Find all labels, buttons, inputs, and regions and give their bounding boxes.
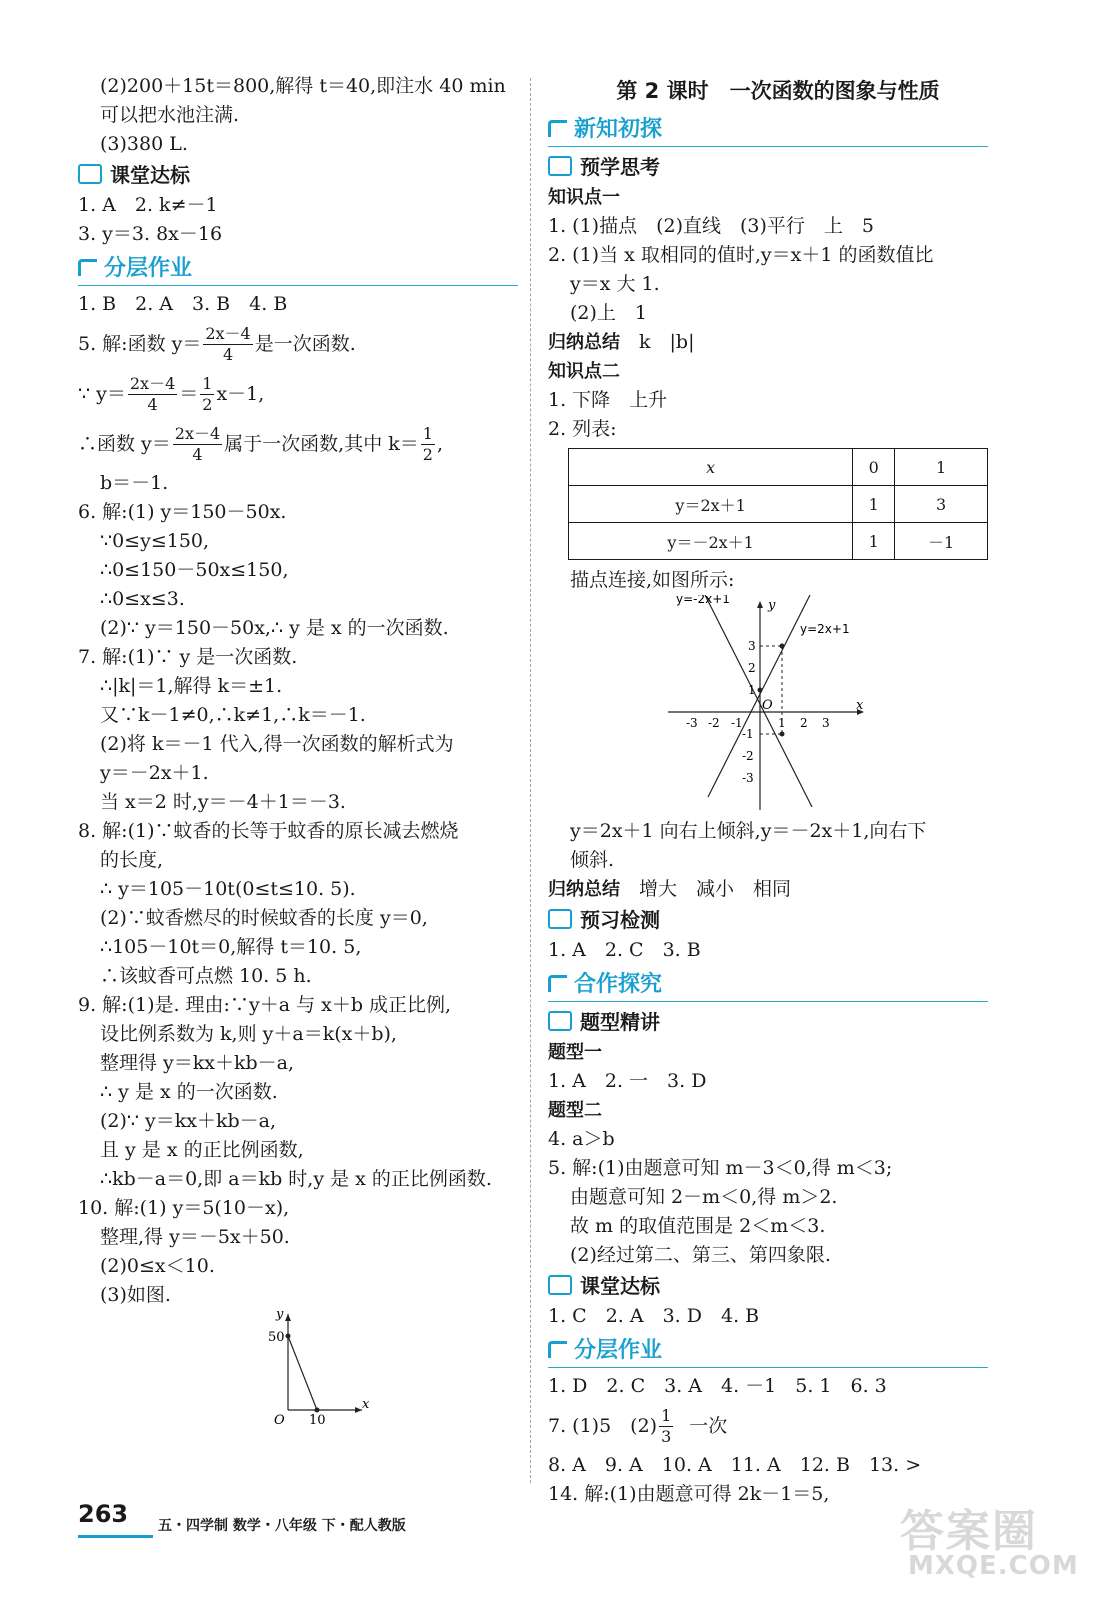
section-fenceng-zuoye — [548, 1333, 988, 1368]
text: 7. (1)5 (2) — [548, 1415, 658, 1437]
subsection-tixing-jingjiang — [548, 1006, 988, 1038]
text-line: 14. 解:(1)由题意可得 2k－1＝5, — [548, 1483, 830, 1505]
column-divider — [530, 78, 531, 1483]
summary-line — [548, 328, 988, 357]
answer-line: 1. A 2. k≠－1 — [78, 194, 218, 216]
text-line: 的长度, — [100, 849, 164, 871]
answer-line-fraction — [548, 1401, 988, 1451]
denominator: 2 — [202, 394, 213, 414]
section-label: 合作探究 — [574, 972, 663, 997]
text-line: 2. 列表: — [548, 418, 617, 440]
x-tick-label: -1 — [731, 716, 743, 730]
text-line: 5. 解:(1)由题意可知 m－3＜0,得 m＜3; — [548, 1157, 893, 1179]
corner-arrow-icon — [78, 259, 97, 276]
q5-line-2 — [78, 369, 518, 419]
lesson-title: 第 2 课时 一次函数的图象与性质 — [616, 79, 940, 103]
answer-line: 3. y＝3. 8x－16 — [78, 223, 223, 245]
x-tick-label: 3 — [822, 716, 830, 730]
numerator: 2x－4 — [205, 323, 251, 343]
text-line: 1. (1)描点 (2)直线 (3)平行 上 5 — [548, 215, 874, 237]
text-line: y＝－2x＋1. — [100, 762, 209, 784]
watermark-url: MXQE.COM — [908, 1551, 1079, 1581]
page-number: 263 — [78, 1500, 129, 1528]
text-line: (3)如图. — [100, 1284, 171, 1306]
text-line: ∴105－10t＝0,解得 t＝10. 5, — [100, 936, 362, 958]
text-line: y＝2x＋1 向右上倾斜,y＝－2x＋1,向右下 — [570, 820, 927, 842]
person-icon — [548, 156, 572, 176]
q5-line-1 — [78, 319, 518, 369]
text-line: y＝x 大 1. — [570, 273, 660, 295]
text: ＝ — [179, 383, 199, 405]
fraction — [659, 1406, 673, 1447]
subsection-label: 预学思考 — [580, 155, 660, 179]
line-y-neg-2x-plus-1 — [705, 595, 812, 807]
answer-line: 8. A 9. A 10. A 11. A 12. B 13. > — [548, 1454, 922, 1476]
text-line: ∴kb－a＝0,即 a＝kb 时,y 是 x 的正比例函数. — [100, 1168, 492, 1190]
point-0-1 — [758, 688, 763, 693]
section-label: 课堂达标 — [110, 163, 190, 187]
text-line: 9. 解:(1)是. 理由:∵y＋a 与 x＋b 成正比例, — [78, 994, 452, 1016]
x-tick-label: 2 — [800, 716, 808, 730]
answer-line: 1. A 2. 一 3. D — [548, 1070, 707, 1092]
point-x-intercept — [315, 1408, 320, 1413]
fraction — [203, 324, 252, 365]
line-label-neg: y=-2x+1 — [676, 595, 730, 606]
denominator: 2 — [422, 444, 433, 464]
watermark — [880, 1495, 1080, 1590]
y-tick-label: -1 — [742, 727, 754, 741]
book-series: 五・四学制 数学・八年级 下・配人教版 — [158, 1518, 406, 1534]
denominator: 4 — [147, 394, 158, 414]
text-line: 故 m 的取值范围是 2＜m＜3. — [570, 1215, 826, 1237]
corner-arrow-icon — [548, 1341, 567, 1358]
y-tick-label: -3 — [742, 771, 754, 785]
text-line: b＝－1. — [100, 472, 169, 494]
table-cell: y＝2x＋1 — [569, 486, 853, 523]
text-line: (2)∵ y＝kx＋kb－a, — [100, 1110, 277, 1132]
point-y-intercept — [286, 1334, 291, 1339]
section-label: 分层作业 — [574, 1338, 663, 1363]
numerator: 2x－4 — [129, 373, 176, 393]
table-cell: 3 — [895, 486, 988, 523]
section-fenceng-zuoye — [78, 251, 518, 286]
table-cell: 0 — [853, 449, 895, 486]
x-tick-label: -2 — [708, 716, 720, 730]
denominator: 4 — [222, 344, 234, 364]
answer-line: 1. C 2. A 3. D 4. B — [548, 1305, 760, 1327]
text-line: 整理,得 y＝－5x＋50. — [100, 1226, 290, 1248]
heading: 题型二 — [548, 1100, 602, 1121]
text-line: 1. 下降 上升 — [548, 389, 668, 411]
denominator: 4 — [192, 444, 203, 464]
text-line: 整理得 y＝kx＋kb－a, — [100, 1052, 295, 1074]
heading: 知识点一 — [548, 187, 620, 208]
table-cell: x — [569, 449, 853, 486]
page-number-underline — [78, 1535, 153, 1538]
text-line: 由题意可知 2－m＜0,得 m＞2. — [570, 1186, 838, 1208]
left-column — [78, 72, 518, 1430]
y-axis-arrow — [285, 1314, 291, 1321]
line-y-2x-plus-1 — [708, 595, 810, 797]
book-icon — [78, 164, 102, 184]
text-line: ∴|k|＝1,解得 k＝±1. — [100, 675, 283, 697]
two-line-graph — [548, 595, 988, 817]
corner-arrow-icon — [548, 120, 567, 137]
text-line: 2. (1)当 x 取相同的值时,y＝x＋1 的函数值比 — [548, 244, 934, 266]
numerator: 1 — [661, 1405, 672, 1425]
text-line: (2)经过第二、第三、第四象限. — [570, 1244, 831, 1266]
text-line: ∴ y＝105－10t(0≤t≤10. 5). — [100, 878, 356, 900]
text-line: (2)上 1 — [570, 302, 648, 324]
numerator: 1 — [202, 373, 213, 393]
origin-label: O — [274, 1413, 285, 1428]
text-line: 且 y 是 x 的正比例函数, — [100, 1139, 304, 1161]
text-line: ∴ y 是 x 的一次函数. — [100, 1081, 278, 1103]
pen-icon — [548, 909, 572, 929]
answer-line: 1. A 2. C 3. B — [548, 939, 701, 961]
table-row — [569, 523, 988, 560]
point-1-3 — [780, 644, 785, 649]
text: x－1, — [216, 383, 265, 405]
x-tick-label: 10 — [309, 1413, 326, 1428]
section-hezuo-tanjiu — [548, 967, 988, 1002]
book-icon — [548, 1275, 572, 1295]
subsection-ketang-dabiao — [548, 1270, 988, 1302]
section-ketang-dabiao — [78, 159, 518, 191]
text: 属于一次函数,其中 k＝ — [224, 433, 419, 455]
answer-line: 1. B 2. A 3. B 4. B — [78, 293, 288, 315]
text-line: 描点连接,如图所示: — [570, 569, 735, 591]
text: 是一次函数. — [254, 333, 356, 355]
summary-text: 增大 减小 相同 — [639, 878, 792, 900]
heading: 题型一 — [548, 1042, 602, 1063]
text-line: ∴0≤x≤3. — [100, 588, 185, 610]
table-row — [569, 486, 988, 523]
section-label: 新知初探 — [574, 117, 663, 142]
section-label: 分层作业 — [104, 256, 193, 281]
point-1-neg1 — [780, 732, 785, 737]
text: ∴函数 y＝ — [78, 433, 171, 455]
subsection-label: 预习检测 — [580, 908, 660, 932]
table-cell: －1 — [895, 523, 988, 560]
text-line: ∴该蚊香可点燃 10. 5 h. — [100, 965, 312, 987]
table-cell: 1 — [895, 449, 988, 486]
table-cell: 1 — [853, 486, 895, 523]
text-line: ∴0≤150－50x≤150, — [100, 559, 289, 581]
text-line: ∵0≤y≤150, — [100, 530, 210, 552]
fraction — [128, 374, 177, 415]
text-line: 7. 解:(1)∵ y 是一次函数. — [78, 646, 298, 668]
numerator: 2x－4 — [174, 423, 221, 443]
text-line: 倾斜. — [570, 849, 615, 871]
text: , — [436, 433, 443, 455]
y-tick-label: -2 — [742, 749, 754, 763]
numerator: 1 — [422, 423, 433, 443]
answer-line: 1. D 2. C 3. A 4. －1 5. 1 6. 3 — [548, 1375, 887, 1397]
summary-label: 归纳总结 — [548, 332, 620, 353]
denominator: 3 — [661, 1426, 672, 1446]
y-tick-label: 50 — [268, 1330, 285, 1345]
subsection-yuxi-jiance — [548, 904, 988, 936]
fraction — [421, 424, 435, 465]
x-axis-arrow — [355, 1407, 362, 1413]
fraction — [200, 374, 214, 415]
subsection-label: 课堂达标 — [580, 1274, 660, 1298]
corner-arrow-icon — [548, 975, 567, 992]
text-line: (2)将 k＝－1 代入,得一次函数的解析式为 — [100, 733, 454, 755]
y-axis-label: y — [768, 598, 776, 613]
text-line: (2)200＋15t＝800,解得 t＝40,即注水 40 min — [100, 75, 506, 97]
x-tick-label: 1 — [778, 716, 786, 730]
answer-line: 4. a＞b — [548, 1128, 615, 1150]
value-table — [568, 448, 988, 560]
y-axis-arrow — [757, 601, 763, 608]
q5-line-3 — [78, 419, 518, 469]
table-row — [569, 449, 988, 486]
right-column — [548, 72, 988, 1509]
summary-text: k |b| — [639, 331, 695, 353]
y-tick-label: 1 — [748, 683, 756, 697]
text-line: 10. 解:(1) y＝5(10－x), — [78, 1197, 290, 1219]
text-line: (3)380 L. — [100, 133, 188, 155]
text-line: 8. 解:(1)∵蚊香的长等于蚊香的原长减去燃烧 — [78, 820, 459, 842]
text-line: 6. 解:(1) y＝150－50x. — [78, 501, 287, 523]
text-line: 设比例系数为 k,则 y＋a＝k(x＋b), — [100, 1023, 397, 1045]
text-line: 当 x＝2 时,y＝－4＋1＝－3. — [100, 791, 346, 813]
text-line: 又∵k－1≠0,∴k≠1,∴k＝－1. — [100, 704, 366, 726]
function-line — [288, 1336, 317, 1410]
text: 5. 解:函数 y＝ — [78, 333, 202, 355]
text-line: 可以把水池注满. — [100, 104, 240, 126]
y-axis-label: y — [276, 1310, 284, 1322]
x-tick-label: -3 — [686, 716, 698, 730]
section-xinzhi-chutan — [548, 112, 988, 147]
watermark-title: 答案圈 — [900, 1506, 1038, 1557]
line-graph-y-5x-50 — [78, 1310, 518, 1430]
subsection-label: 题型精讲 — [580, 1010, 660, 1034]
summary-label: 归纳总结 — [548, 879, 620, 900]
table-cell: 1 — [853, 523, 895, 560]
line-label-pos: y=2x+1 — [800, 622, 850, 636]
bulb-icon — [548, 1011, 572, 1031]
subsection-yuxue-sikao — [548, 151, 988, 183]
y-tick-label: 2 — [748, 661, 756, 675]
text: ∵ y＝ — [78, 383, 126, 405]
text-line: (2)0≤x＜10. — [100, 1255, 215, 1277]
origin-label: O — [762, 698, 773, 713]
summary-line — [548, 875, 988, 904]
text-line: (2)∵蚊香燃尽的时候蚊香的长度 y＝0, — [100, 907, 428, 929]
fraction — [173, 424, 222, 465]
y-tick-label: 3 — [748, 639, 756, 653]
text-line: (2)∵ y＝150－50x,∴ y 是 x 的一次函数. — [100, 617, 449, 639]
table-cell: y＝－2x＋1 — [569, 523, 853, 560]
heading: 知识点二 — [548, 361, 620, 382]
text: 一次 — [689, 1415, 728, 1437]
x-axis-label: x — [856, 698, 864, 713]
x-axis-label: x — [362, 1397, 370, 1412]
